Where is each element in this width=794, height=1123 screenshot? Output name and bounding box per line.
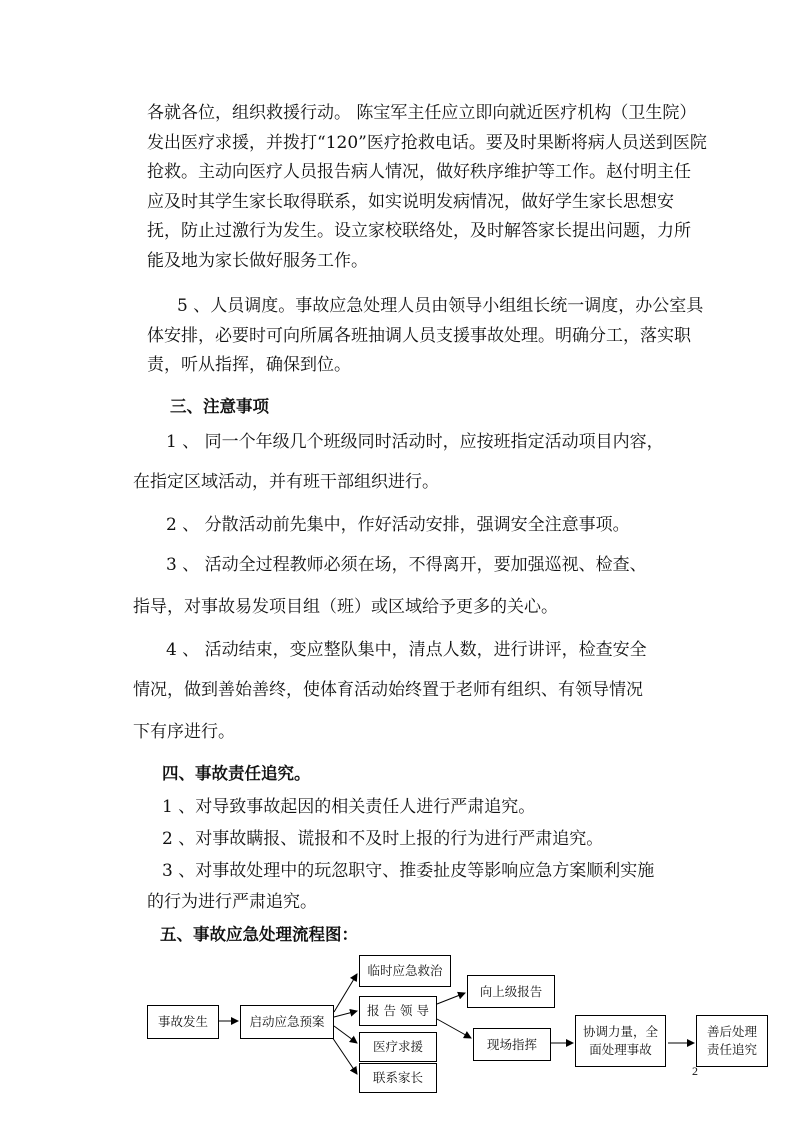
- section-3-item-4-line-1: 4 、 活动结束，变应整队集中，清点人数，进行讲评，检查安全: [166, 640, 647, 660]
- paragraph-rescue-actions: 各就各位，组织救援行动。 陈宝军主任应立即向就近医疗机构（卫生院）发出医疗求援，并拨打“120”医疗抢救电话。要及时果断将病人员送到医院抢救。主动向医疗人员报告病人情况，做好秩序维护等工作。赵付明主任应及时其学生家长取得联系，如实说明发病情况，做好学生家长思想安抚，防止过激行为发生。设立家校联络处，及时解答家长提出问题，力所能及地为家长做好服务工作。: [147, 103, 707, 271]
- flow-box-report-superior: 向上级报告: [467, 975, 555, 1008]
- arrow-leader-to-command: [437, 1019, 471, 1038]
- section-4-item-3-line-2: 的行为进行严肃追究。: [147, 892, 317, 912]
- paragraph-staff-dispatch: 5 、人员调度。事故应急处理人员由领导小组组长统一调度，办公室具体安排，必要时可向所属各班抽调人员支援事故处理。明确分工，落实职责，听从指挥，确保到位。: [147, 296, 704, 375]
- arrow-plan-to-medical: [334, 1026, 357, 1043]
- section-3-item-3-line-2: 指导，对事故易发项目组（班）或区域给予更多的关心。: [133, 597, 558, 617]
- arrow-leader-to-superior: [437, 993, 465, 1004]
- section-3-item-1-line-1: 1 、 同一个年级几个班级同时活动时，应按班指定活动项目内容，: [166, 432, 664, 452]
- flow-box-aftermath: 善后处理责任追究: [696, 1015, 768, 1067]
- flow-box-accident: 事故发生: [147, 1005, 219, 1039]
- section-3-item-4-line-2: 情况，做到善始善终，使体育活动始终置于老师有组织、有领导情况: [133, 680, 643, 700]
- flow-box-onsite-command: 现场指挥: [473, 1028, 551, 1061]
- section-4-title: 四、事故责任追究。: [162, 764, 311, 783]
- flow-box-start-plan: 启动应急预案: [240, 1005, 334, 1039]
- flow-box-medical-help: 医疗求援: [359, 1032, 437, 1062]
- arrow-plan-to-rescue: [334, 974, 357, 1012]
- flow-box-coordinate: 协调力量，全面处理事故: [575, 1015, 666, 1067]
- section-3-item-4-line-3: 下有序进行。: [133, 722, 235, 742]
- flow-box-report-leader: 报 告 领 导: [359, 996, 437, 1026]
- flow-box-temp-rescue: 临时应急救治: [359, 955, 451, 987]
- section-4-item-3-line-1: 3 、对事故处理中的玩忽职守、推委扯皮等影响应急方案顺利实施: [162, 861, 655, 881]
- section-3-title: 三、注意事项: [170, 397, 269, 416]
- section-4-item-1: 1 、对导致事故起因的相关责任人进行严肃追究。: [162, 797, 536, 817]
- flow-box-contact-parents: 联系家长: [359, 1063, 437, 1093]
- arrow-plan-to-leader: [334, 1011, 357, 1017]
- page-number: 2: [692, 1064, 698, 1078]
- section-3-item-2: 2 、 分散活动前先集中，作好活动安排，强调安全注意事项。: [166, 515, 630, 535]
- section-5-title: 五、事故应急处理流程图：: [160, 925, 358, 944]
- section-3-item-3-line-1: 3 、 活动全过程教师必须在场，不得离开，要加强巡视、检查、: [166, 555, 647, 575]
- section-4-item-2: 2 、对事故瞒报、谎报和不及时上报的行为进行严肃追究。: [162, 829, 604, 849]
- section-3-item-1-line-2: 在指定区域活动，并有班干部组织进行。: [133, 472, 439, 492]
